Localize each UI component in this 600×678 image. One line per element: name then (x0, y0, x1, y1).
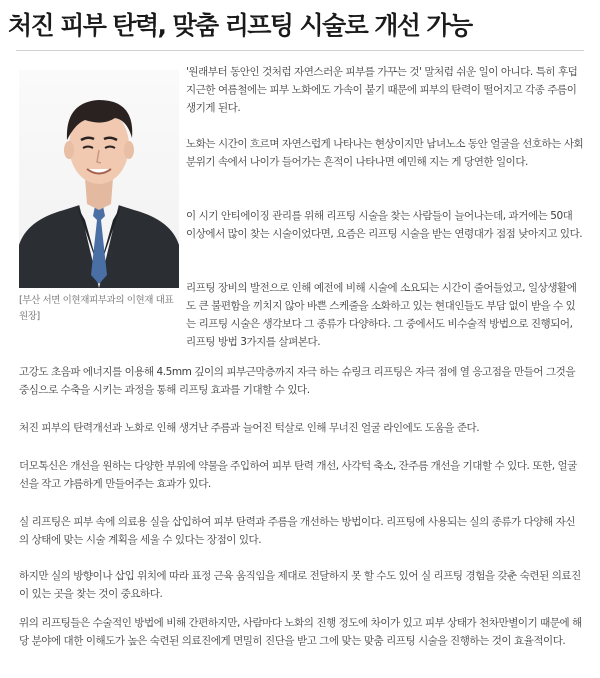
paragraph-8: 실 리프팅은 피부 속에 의료용 실을 삽입하여 피부 탄력과 주름을 개선하는 방법이다. 리프팅에 사용되는 실의 종류가 다양해 자신의 상태에 맞는 시술 계획을 세울 수 있다는 장점이 있다. (19, 516, 576, 546)
headline-divider (16, 50, 584, 51)
paragraph-9: 하지만 실의 방향이나 삽입 위치에 따라 표정 근육 움직임을 제대로 전달하지 못 할 수도 있어 실 리프팅 경험을 갖춘 숙련된 의료진이 있는 곳을 찾는 것이 중요하다. (19, 570, 581, 600)
paragraph-1: '원래부터 동안인 것처럼 자연스러운 피부를 가꾸는 것' 말처럼 쉬운 일이 아니다. 특히 후덥지근한 여름철에는 피부 노화에도 가속이 붙기 때문에 피부의 탄력이 떨어지고 각종 주름이 생기게 된다. (186, 66, 578, 114)
portrait-illustration (19, 70, 179, 288)
article-headline: 처진 피부 탄력, 맞춤 리프팅 시술로 개선 가능 (8, 11, 472, 40)
paragraph-5: 고강도 초음파 에너지를 이용해 4.5mm 깊이의 피부근막층까지 자극 하는 슈링크 리프팅은 자극 점에 열 응고점을 만들어 그것을 중심으로 수축을 시키는 과정을 통해 리프팅 효과를 기대할 수 있다. (19, 366, 576, 396)
author-photo (19, 70, 179, 288)
paragraph-2: 노화는 시간이 흐르며 자연스럽게 나타나는 현상이지만 남녀노소 동안 얼굴을 선호하는 사회 분위기 속에서 나이가 들어가는 흔적이 나타나면 예민해 지는 게 당연한 일이다. (186, 138, 584, 168)
photo-caption: [부산 서면 이현재피부과의 이현재 대표원장] (19, 295, 174, 322)
paragraph-7: 더모톡신은 개선을 원하는 다양한 부위에 약물을 주입하여 피부 탄력 개선, 사각턱 축소, 잔주름 개선을 기대할 수 있다. 또한, 얼굴선을 작고 갸름하게 만들어주는 효과가 있다. (19, 460, 577, 490)
paragraph-6: 처진 피부의 탄력개선과 노화로 인해 생겨난 주름과 늘어진 턱살로 인해 무너진 얼굴 라인에도 도움을 준다. (19, 422, 480, 434)
paragraph-4: 리프팅 장비의 발전으로 인해 예전에 비해 시술에 소요되는 시간이 줄어들었고, 일상생활에도 큰 불편함을 끼치지 않아 바쁜 스케줄을 소화하고 있는 현대인들도 부담 없이 받을 수 있는 리프팅 시술은 생각보다 그 종류가 다양하다. 그 중에서도 비수술적 방법으로 진행되어, 리프팅 방법 3가지를 살펴본다. (186, 282, 577, 348)
paragraph-3: 이 시기 안티에이징 관리를 위해 리프팅 시술을 찾는 사람들이 늘어나는데, 과거에는 50대 이상에서 많이 찾는 시술이었다면, 요즘은 리프팅 시술을 받는 연령대가 점점 낮아지고 있다. (186, 210, 583, 240)
paragraph-10: 위의 리프팅들은 수술적인 방법에 비해 간편하지만, 사람마다 노화의 진행 정도에 차이가 있고 피부 상태가 천차만별이기 때문에 해당 분야에 대한 이해도가 높은 숙련된 의료진에게 면밀히 진단을 받고 그에 맞는 맞춤 리프팅 시술을 진행하는 것이 효율적이다. (19, 617, 582, 647)
